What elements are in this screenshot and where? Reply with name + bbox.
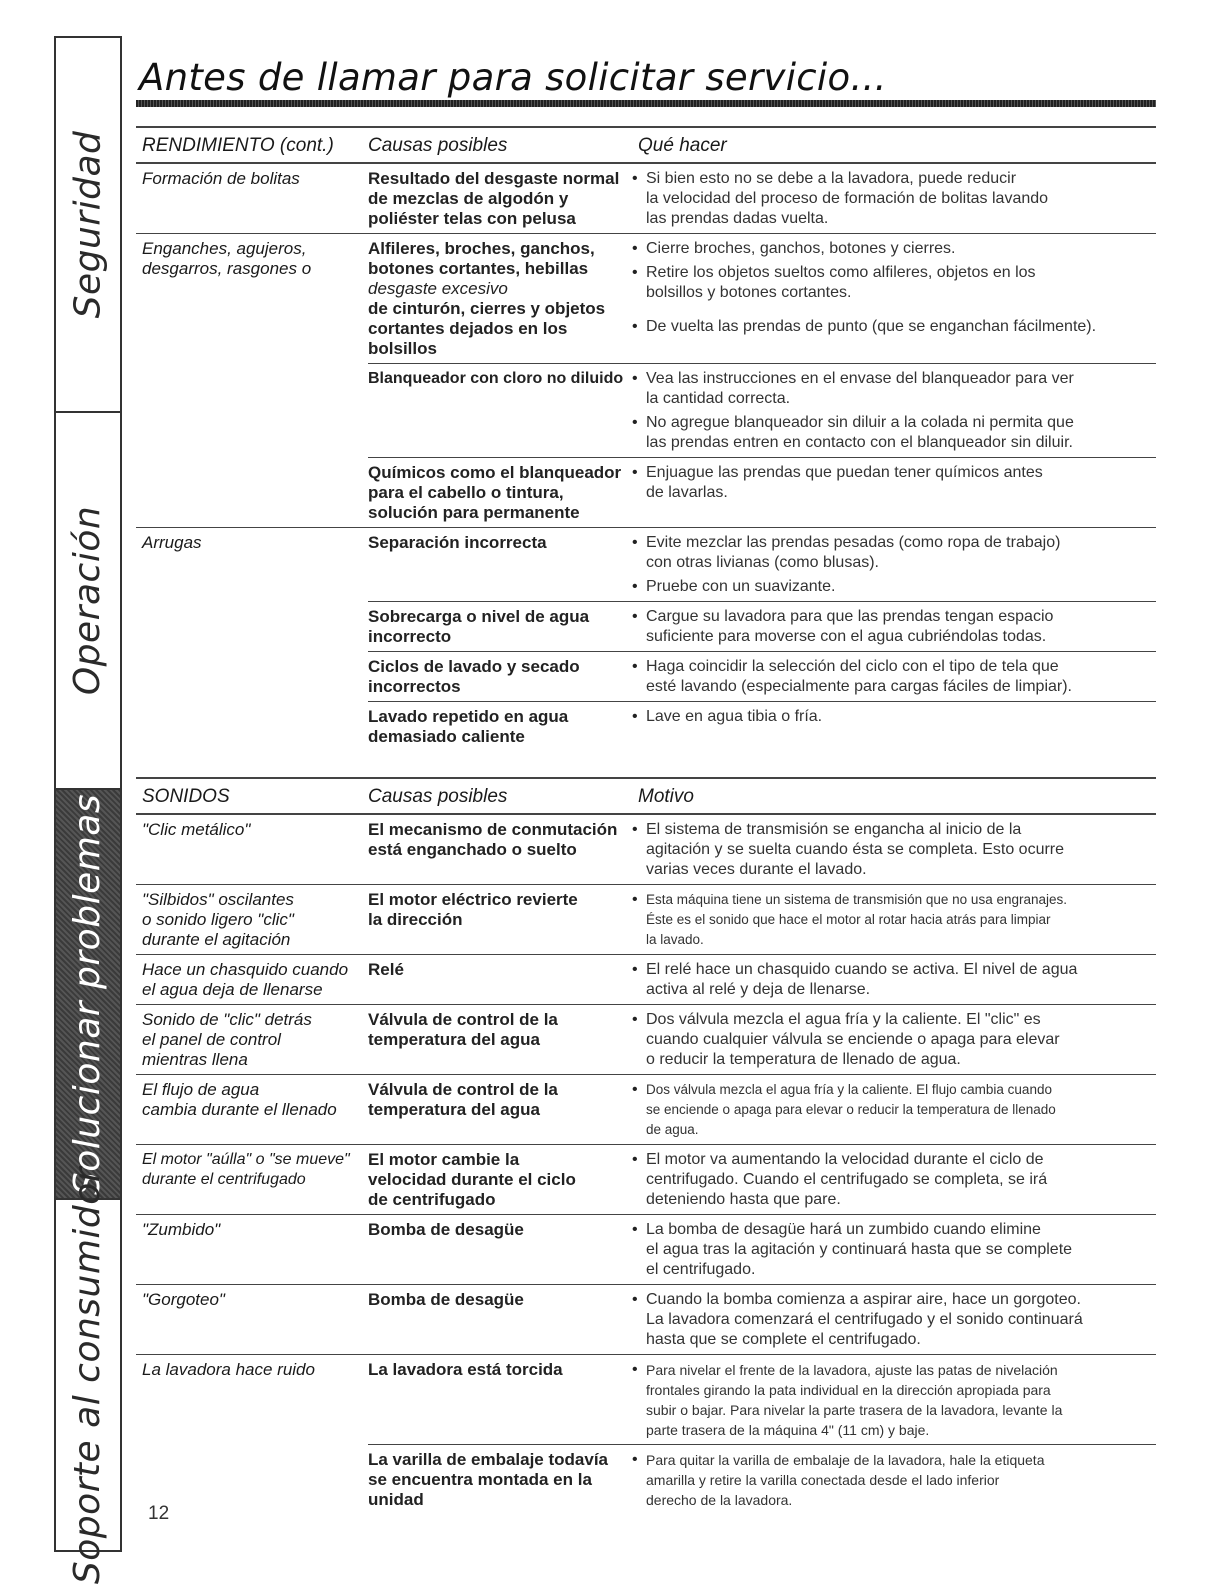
- cause-text: Sobrecarga o nivel de agua incorrecto: [368, 607, 590, 646]
- action-item: • El sistema de transmisión se engancha al inicio de la agitación y se suelta cuando ésta se completa. Esto ocurre varias veces durante el lavado.: [630, 820, 1156, 880]
- action-item: • Cuando la bomba comienza a aspirar aire, hace un gorgoteo. La lavadora comenzará el centrifugado y el sonido continuará hasta que se complete el centrifugado.: [630, 1290, 1156, 1350]
- problem-label: La lavadora hace ruido: [142, 1360, 315, 1379]
- action-item: • El relé hace un chasquido cuando se activa. El nivel de agua activa al relé y deja de llenarse.: [630, 960, 1156, 1000]
- action-item: • Para nivelar el frente de la lavadora, ajuste las patas de nivelación frontales girando la pata individual en la dirección apropiada para subir o bajar. Para nivelar la parte trasera de la lavadora, levante la parte trasera de la máquina 4" (11 cm) y baje.: [630, 1360, 1156, 1440]
- action-list: [630, 1075, 1156, 1144]
- cause-text: La varilla de embalaje todavía se encuentra montada en la unidad: [368, 1450, 609, 1509]
- action-list: [630, 702, 1156, 731]
- problem-label: Hace un chasquido cuando el agua deja de llenarse: [142, 960, 349, 999]
- table-row: [136, 528, 1156, 751]
- table-row: [136, 955, 1156, 1005]
- cause-emphasis: desgaste excesivo: [368, 279, 508, 298]
- page-title: Antes de llamar para solicitar servicio...: [139, 56, 887, 99]
- cause-text: Bomba de desagüe: [368, 1290, 524, 1309]
- side-tab-operacion[interactable]: [56, 413, 120, 790]
- table-header: [136, 126, 1156, 164]
- action-list: [630, 1215, 1156, 1284]
- action-list: [630, 815, 1156, 884]
- cause-text: El motor cambie la velocidad durante el ciclo de centrifugado: [368, 1150, 576, 1209]
- action-item: • Esta máquina tiene un sistema de transmisión que no usa engranajes. Éste es el sonido que hace el motor al rotar hacia atrás para limpiar la lavado.: [630, 890, 1156, 950]
- action-item: • Lave en agua tibia o fría.: [630, 707, 1156, 727]
- cause-text: Válvula de control de la temperatura del agua: [368, 1010, 558, 1049]
- action-list: [630, 1285, 1156, 1354]
- action-list: [630, 1005, 1156, 1074]
- action-list: [630, 458, 1156, 507]
- side-tab-label: Soporte al consumidor: [67, 1166, 109, 1584]
- problem-label: Enganches, agujeros, desgarros, rasgones o: [142, 239, 312, 278]
- sonidos-table: [136, 777, 1156, 1514]
- action-list: [630, 364, 1156, 457]
- problem-label: El flujo de agua cambia durante el llenado: [142, 1080, 337, 1119]
- side-tab-label: Seguridad: [67, 130, 109, 319]
- action-item: • Dos válvula mezcla el agua fría y la caliente. El "clic" es cuando cualquier válvula se enciende o apaga para elevar o reducir la temperatura de llenado de agua.: [630, 1010, 1156, 1070]
- action-list: [630, 602, 1156, 651]
- cause-text: El motor eléctrico revierte la dirección: [368, 890, 578, 929]
- cause-text: Químicos como el blanqueador para el cabello o tintura, solución para permanente: [368, 463, 622, 522]
- table-row: [136, 1215, 1156, 1285]
- title-rule: [136, 100, 1156, 107]
- cause-text: Blanqueador con cloro no diluido: [368, 370, 624, 387]
- table-row: [136, 234, 1156, 528]
- cause-text: Resultado del desgaste normal de mezclas de algodón y poliéster telas con pelusa: [368, 169, 620, 228]
- table-row: [136, 164, 1156, 234]
- table-row: [136, 1145, 1156, 1215]
- problem-label: "Clic metálico": [142, 820, 251, 839]
- problem-label: Arrugas: [142, 533, 202, 552]
- action-list: [630, 652, 1156, 701]
- action-list: [630, 1445, 1156, 1514]
- header-causes: Causas posibles: [368, 786, 508, 807]
- side-tab-seguridad[interactable]: [56, 38, 120, 413]
- cause-text: Ciclos de lavado y secado incorrectos: [368, 657, 580, 696]
- action-list: [630, 885, 1156, 954]
- cause-text: La lavadora está torcida: [368, 1360, 563, 1379]
- problem-label: Sonido de "clic" detrás el panel de control mientras llena: [142, 1010, 312, 1069]
- side-tab-label: Solucionar problemas: [67, 793, 109, 1195]
- problem-label: "Gorgoteo": [142, 1290, 225, 1309]
- side-tab-label: Operación: [67, 505, 109, 696]
- table-row: [136, 885, 1156, 955]
- rendimiento-table: [136, 126, 1156, 751]
- action-item: • El motor va aumentando la velocidad durante el ciclo de centrifugado. Cuando el centrifugado se completa, se irá deteniendo hasta que pare.: [630, 1150, 1156, 1210]
- side-tab-bar: [54, 36, 122, 1584]
- action-item: • De vuelta las prendas de punto (que se enganchan fácilmente).: [630, 317, 1156, 337]
- problem-label: Formación de bolitas: [142, 169, 300, 188]
- header-causes: Causas posibles: [368, 135, 508, 156]
- header-reason: Motivo: [638, 786, 694, 807]
- action-item: • Cargue su lavadora para que las prendas tengan espacio suficiente para moverse con el agua cubriéndolas todas.: [630, 607, 1156, 647]
- cause-text: Válvula de control de la temperatura del agua: [368, 1080, 558, 1119]
- cause-text: Bomba de desagüe: [368, 1220, 524, 1239]
- table-row: [136, 1285, 1156, 1355]
- action-item: • Cierre broches, ganchos, botones y cierres.: [630, 239, 1156, 259]
- cause-text: Lavado repetido en agua demasiado caliente: [368, 707, 569, 746]
- table-header: [136, 777, 1156, 815]
- side-tab-solucionar-problemas[interactable]: [56, 790, 120, 1200]
- header-problem: RENDIMIENTO (cont.): [142, 135, 334, 156]
- action-list: [630, 164, 1156, 233]
- action-list: [630, 234, 1156, 341]
- table-row: [136, 1075, 1156, 1145]
- problem-label: "Silbidos" oscilantes o sonido ligero "clic" durante el agitación: [142, 890, 294, 949]
- action-item: • Dos válvula mezcla el agua fría y la caliente. El flujo cambia cuando se enciende o apaga para elevar o reducir la temperatura de llenado de agua.: [630, 1080, 1156, 1140]
- action-item: • Retire los objetos sueltos como alfileres, objetos en los bolsillos y botones cortantes.: [630, 263, 1156, 303]
- action-item: • Pruebe con un suavizante.: [630, 577, 1156, 597]
- action-list: [630, 1355, 1156, 1444]
- table-row: [136, 1005, 1156, 1075]
- header-problem: SONIDOS: [142, 786, 230, 807]
- action-item: • La bomba de desagüe hará un zumbido cuando elimine el agua tras la agitación y continuará hasta que se complete el centrifugado.: [630, 1220, 1156, 1280]
- cause-text: El mecanismo de conmutación está enganchado o suelto: [368, 820, 618, 859]
- side-tab-soporte-consumidor[interactable]: [56, 1166, 120, 1584]
- action-item: • Enjuague las prendas que puedan tener químicos antes de lavarlas.: [630, 463, 1156, 503]
- table-row: [136, 815, 1156, 885]
- action-list: [630, 528, 1156, 601]
- action-list: [630, 955, 1156, 1004]
- table-row: [136, 1355, 1156, 1514]
- cause-text: Alfileres, broches, ganchos, botones cortantes, hebillas desgaste excesivo de cinturón, cierres y objetos cortantes dejados en los bolsillos: [368, 239, 606, 358]
- action-item: • Si bien esto no se debe a la lavadora, puede reducir la velocidad del proceso de formación de bolitas lavando las prendas dadas vuelta.: [630, 169, 1156, 229]
- cause-text: Relé: [368, 960, 404, 979]
- action-item: • No agregue blanqueador sin diluir a la colada ni permita que las prendas entren en contacto con el blanqueador sin diluir.: [630, 413, 1156, 453]
- page-number: 12: [148, 1503, 170, 1524]
- action-item: • Vea las instrucciones en el envase del blanqueador para ver la cantidad correcta.: [630, 369, 1156, 409]
- header-action: Qué hacer: [638, 135, 727, 156]
- cause-text: Separación incorrecta: [368, 533, 547, 552]
- action-item: • Evite mezclar las prendas pesadas (como ropa de trabajo) con otras livianas (como blusas).: [630, 533, 1156, 573]
- problem-label: El motor "aúlla" o "se mueve" durante el centrifugado: [142, 1151, 350, 1188]
- action-item: • Para quitar la varilla de embalaje de la lavadora, hale la etiqueta amarilla y retire la varilla conectada desde el lado inferior derecho de la lavadora.: [630, 1450, 1156, 1510]
- problem-label: "Zumbido": [142, 1220, 221, 1239]
- action-list: [630, 1145, 1156, 1214]
- action-item: • Haga coincidir la selección del ciclo con el tipo de tela que esté lavando (especialmente para cargas fáciles de limpiar).: [630, 657, 1156, 697]
